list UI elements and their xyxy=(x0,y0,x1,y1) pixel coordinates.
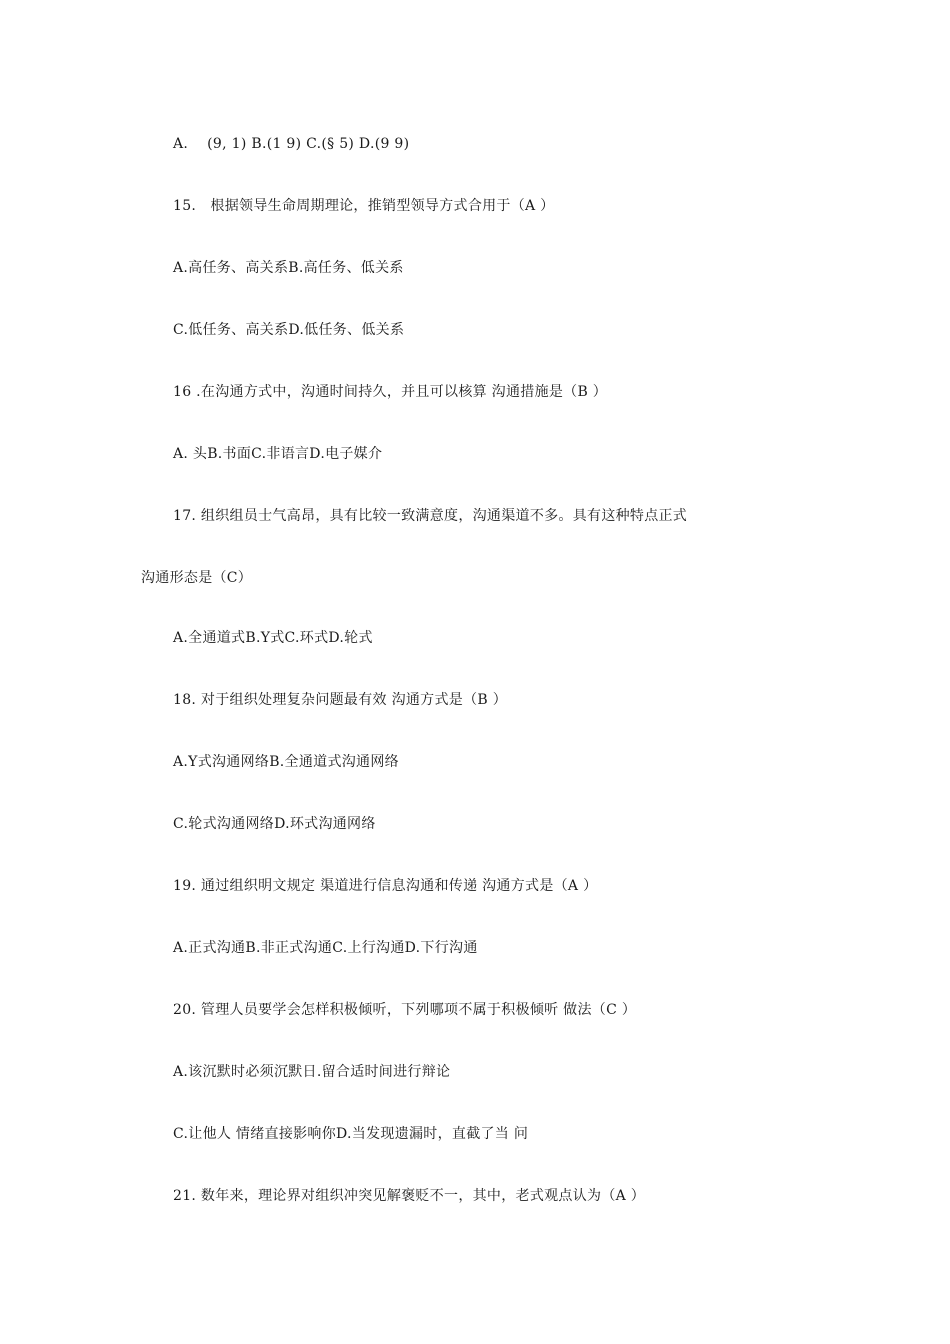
q15-options-line-2: C.低任务、高关系D.低任务、低关系 xyxy=(173,322,405,338)
q15-question-line: 15. 根据领导生命周期理论，推销型领导方式合用于（A ） xyxy=(173,198,555,214)
q19-options-line: A.正式沟通B.非正式沟通C.上行沟通D.下行沟通 xyxy=(173,940,478,956)
q17-question-line-2: 沟通形态是（C） xyxy=(141,570,253,586)
q20-options-line-1: A.该沉默时必须沉默日.留合适时间进行辩论 xyxy=(173,1064,451,1080)
q18-options-line-1: A.Y式沟通网络B.全通道式沟通网络 xyxy=(173,754,399,770)
q14-options-line: A. (9, 1) B.(1 9) C.(§ 5) D.(9 9) xyxy=(173,136,410,152)
q20-options-line-2: C.让他人 情绪直接影响你D.当发现遗漏时，直截了当 问 xyxy=(173,1126,529,1142)
q17-question-line-1: 17. 组织组员士气高昂，具有比较一致满意度，沟通渠道不多。具有这种特点正式 xyxy=(173,508,688,524)
q19-question-line: 19. 通过组织明文规定 渠道进行信息沟通和传递 沟通方式是（A ） xyxy=(173,878,598,894)
q15-options-line-1: A.高任务、高关系B.高任务、低关系 xyxy=(173,260,404,276)
q18-options-line-2: C.轮式沟通网络D.环式沟通网络 xyxy=(173,816,376,832)
q21-question-line: 21. 数年来，理论界对组织冲突见解褒贬不一，其中，老式观点认为（A ） xyxy=(173,1188,646,1204)
q16-options-line: A. 头B.书面C.非语言D.电子媒介 xyxy=(173,446,383,462)
q18-question-line: 18. 对于组织处理复杂问题最有效 沟通方式是（B ） xyxy=(173,692,508,708)
q17-options-line: A.全通道式B.Y式C.环式D.轮式 xyxy=(173,630,373,646)
q16-question-line: 16 .在沟通方式中，沟通时间持久，并且可以核算 沟通措施是（B ） xyxy=(173,384,608,400)
q20-question-line: 20. 管理人员要学会怎样积极倾听，下列哪项不属于积极倾听 做法（C ） xyxy=(173,1002,637,1018)
